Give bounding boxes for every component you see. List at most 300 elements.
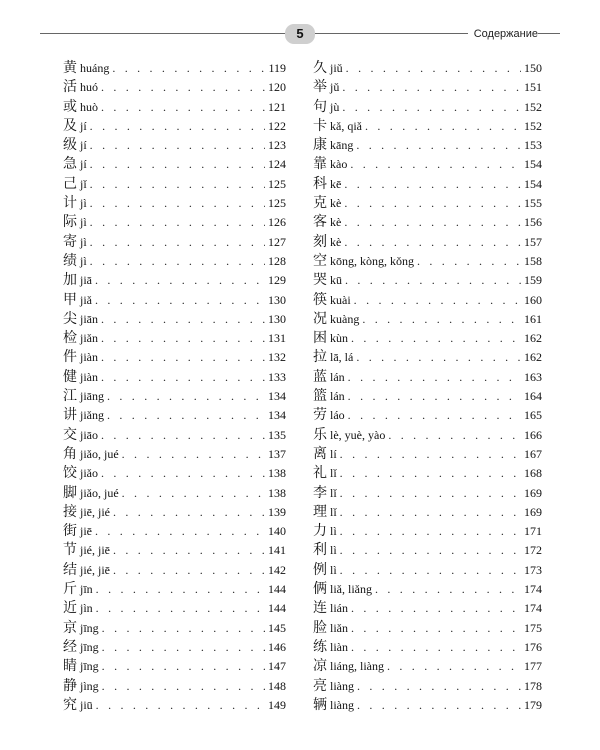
index-entry <box>313 98 542 117</box>
entry-hanzi: 客 <box>313 214 327 231</box>
entry-hanzi: 篮 <box>313 388 327 405</box>
dot-leader <box>340 464 521 483</box>
dot-leader <box>344 175 521 194</box>
dot-leader <box>344 233 521 252</box>
entry-hanzi: 检 <box>63 330 77 347</box>
entry-pinyin: lǐ <box>330 485 337 500</box>
entry-hanzi: 刻 <box>313 233 327 250</box>
entry-page-number: 148 <box>268 678 286 693</box>
entry-hanzi: 辆 <box>313 696 327 713</box>
dot-leader <box>348 387 521 406</box>
entry-hanzi: 俩 <box>313 581 327 598</box>
entry-hanzi: 哭 <box>313 272 327 289</box>
index-entry <box>63 194 286 213</box>
index-entry <box>63 387 286 406</box>
entry-page-number: 144 <box>268 601 286 616</box>
dot-leader <box>101 329 265 348</box>
entry-hanzi: 黄 <box>63 60 77 76</box>
index-entry <box>313 541 542 560</box>
entry-hanzi: 科 <box>313 175 327 192</box>
entry-page-number: 154 <box>524 157 542 172</box>
index-entry <box>313 580 542 599</box>
entry-page-number: 160 <box>524 292 542 307</box>
index-entry <box>313 213 542 232</box>
index-entry <box>63 580 286 599</box>
dot-leader <box>356 348 521 367</box>
entry-page-number: 168 <box>524 466 542 481</box>
entry-page-number: 131 <box>268 331 286 346</box>
entry-pinyin: lì <box>330 543 337 558</box>
page-number-badge: 5 <box>285 24 315 44</box>
entry-pinyin: jīng <box>80 639 99 654</box>
dot-leader <box>340 445 521 464</box>
dot-leader <box>101 426 265 445</box>
index-entry <box>63 155 286 174</box>
entry-pinyin: jǐ <box>80 176 87 191</box>
entry-hanzi: 际 <box>63 214 77 231</box>
entry-pinyin: jié, jiē <box>80 562 110 577</box>
index-entry <box>63 561 286 580</box>
entry-page-number: 130 <box>268 292 286 307</box>
index-entry <box>63 696 286 715</box>
entry-page-number: 173 <box>524 562 542 577</box>
entry-pinyin: liǎ, liǎng <box>330 582 372 597</box>
index-entry <box>313 368 542 387</box>
entry-page-number: 142 <box>268 562 286 577</box>
entry-pinyin: liǎn <box>330 620 348 635</box>
dot-leader <box>101 464 265 483</box>
entry-pinyin: kào <box>330 157 348 172</box>
entry-page-number: 178 <box>524 678 542 693</box>
dot-leader <box>365 117 521 136</box>
dot-leader <box>107 387 265 406</box>
entry-pinyin: kuài <box>330 292 351 307</box>
entry-hanzi: 角 <box>63 445 77 462</box>
entry-pinyin: liàng <box>330 678 354 693</box>
index-entry <box>313 406 542 425</box>
index-entry <box>313 175 542 194</box>
entry-pinyin: lì <box>330 524 337 539</box>
index-entry <box>63 291 286 310</box>
entry-page-number: 128 <box>268 253 286 268</box>
entry-page-number: 126 <box>268 215 286 230</box>
entry-page-number: 175 <box>524 620 542 635</box>
entry-pinyin: jiē <box>80 524 92 539</box>
entry-hanzi: 举 <box>313 79 327 96</box>
dot-leader <box>107 406 265 425</box>
dot-leader <box>101 310 265 329</box>
entry-page-number: 140 <box>268 524 286 539</box>
entry-page-number: 149 <box>268 697 286 712</box>
entry-pinyin: kè <box>330 196 342 211</box>
dot-leader <box>95 522 265 541</box>
entry-pinyin: jiàn <box>80 350 98 365</box>
index-entry <box>63 677 286 696</box>
entry-hanzi: 力 <box>313 523 327 540</box>
dot-leader <box>345 271 521 290</box>
index-entry <box>313 445 542 464</box>
dot-leader <box>90 136 265 155</box>
entry-page-number: 138 <box>268 466 286 481</box>
index-entry <box>313 329 542 348</box>
entry-pinyin: jiē, jié <box>80 504 110 519</box>
entry-pinyin: jì <box>80 253 87 268</box>
entry-pinyin: lì <box>330 562 337 577</box>
dot-leader <box>113 541 265 560</box>
entry-page-number: 137 <box>268 446 286 461</box>
entry-page-number: 130 <box>268 311 286 326</box>
entry-hanzi: 甲 <box>63 291 77 308</box>
index-entry <box>63 233 286 252</box>
entry-page-number: 132 <box>268 350 286 365</box>
index-column-left <box>63 59 286 715</box>
dot-leader <box>96 696 265 715</box>
entry-page-number: 151 <box>524 80 542 95</box>
entry-pinyin: jiāng <box>80 389 104 404</box>
dot-leader <box>356 136 521 155</box>
entry-pinyin: jīng <box>80 620 99 635</box>
entry-pinyin: kū <box>330 273 342 288</box>
entry-hanzi: 蓝 <box>313 368 327 385</box>
dot-leader <box>342 98 521 117</box>
entry-hanzi: 例 <box>313 561 327 578</box>
entry-pinyin: jiǎn <box>80 331 98 346</box>
entry-hanzi: 寄 <box>63 233 77 250</box>
dot-leader <box>101 98 265 117</box>
index-entry <box>63 271 286 290</box>
index-entry <box>313 78 542 97</box>
entry-page-number: 123 <box>268 138 286 153</box>
entry-hanzi: 脸 <box>313 619 327 636</box>
index-entry <box>63 175 286 194</box>
index-entry <box>313 291 542 310</box>
entry-page-number: 155 <box>524 196 542 211</box>
entry-pinyin: jí <box>80 118 87 133</box>
entry-hanzi: 静 <box>63 677 77 694</box>
entry-pinyin: jiā <box>80 273 92 288</box>
dot-leader <box>90 117 265 136</box>
entry-pinyin: kè <box>330 215 342 230</box>
entry-hanzi: 凉 <box>313 658 327 675</box>
entry-pinyin: kùn <box>330 331 348 346</box>
entry-page-number: 167 <box>524 446 542 461</box>
entry-page-number: 154 <box>524 176 542 191</box>
dot-leader <box>90 194 265 213</box>
index-entry <box>313 464 542 483</box>
entry-hanzi: 交 <box>63 426 77 443</box>
dot-leader <box>90 175 265 194</box>
dot-leader <box>95 271 265 290</box>
entry-page-number: 157 <box>524 234 542 249</box>
entry-page-number: 152 <box>524 99 542 114</box>
index-entry <box>313 155 542 174</box>
entry-pinyin: jiǎo, jué <box>80 446 119 461</box>
entry-hanzi: 脚 <box>63 484 77 501</box>
entry-pinyin: kōng, kòng, kǒng <box>330 253 414 268</box>
index-entry <box>63 522 286 541</box>
entry-hanzi: 节 <box>63 542 77 559</box>
index-entry <box>63 406 286 425</box>
entry-hanzi: 绩 <box>63 252 77 269</box>
entry-page-number: 129 <box>268 273 286 288</box>
entry-hanzi: 卡 <box>313 117 327 134</box>
entry-page-number: 162 <box>524 331 542 346</box>
dot-leader <box>375 580 521 599</box>
entry-pinyin: láo <box>330 408 345 423</box>
entry-hanzi: 练 <box>313 638 327 655</box>
entry-pinyin: jié, jiē <box>80 543 110 558</box>
entry-pinyin: jí <box>80 138 87 153</box>
entry-page-number: 177 <box>524 659 542 674</box>
index-entry <box>63 213 286 232</box>
entry-pinyin: kuàng <box>330 311 360 326</box>
entry-hanzi: 亮 <box>313 677 327 694</box>
entry-page-number: 150 <box>524 61 542 75</box>
entry-hanzi: 句 <box>313 98 327 115</box>
entry-page-number: 152 <box>524 118 542 133</box>
entry-hanzi: 江 <box>63 388 77 405</box>
entry-page-number: 158 <box>524 253 542 268</box>
entry-hanzi: 讲 <box>63 407 77 424</box>
dot-leader <box>346 59 521 78</box>
entry-pinyin: jìng <box>80 678 99 693</box>
dot-leader <box>102 638 265 657</box>
entry-pinyin: jì <box>80 234 87 249</box>
entry-hanzi: 乐 <box>313 426 327 443</box>
entry-page-number: 159 <box>524 273 542 288</box>
entry-page-number: 127 <box>268 234 286 249</box>
entry-pinyin: kāng <box>330 138 354 153</box>
entry-pinyin: jīn <box>80 582 93 597</box>
dot-leader <box>344 194 521 213</box>
index-entry <box>63 426 286 445</box>
entry-hanzi: 究 <box>63 696 77 713</box>
entry-hanzi: 睛 <box>63 658 77 675</box>
entry-hanzi: 及 <box>63 117 77 134</box>
entry-page-number: 162 <box>524 350 542 365</box>
dot-leader <box>101 348 265 367</box>
dot-leader <box>101 368 265 387</box>
page-header <box>0 26 600 42</box>
entry-pinyin: jiāo <box>80 427 98 442</box>
dot-leader <box>342 78 521 97</box>
entry-page-number: 179 <box>524 697 542 712</box>
dot-leader <box>112 59 265 78</box>
entry-page-number: 135 <box>268 427 286 442</box>
index-entry <box>63 136 286 155</box>
dot-leader <box>348 406 521 425</box>
entry-pinyin: jǔ <box>330 80 340 95</box>
entry-hanzi: 街 <box>63 523 77 540</box>
index-entry <box>63 117 286 136</box>
entry-hanzi: 离 <box>313 445 327 462</box>
index-entry <box>313 194 542 213</box>
entry-hanzi: 近 <box>63 600 77 617</box>
dot-leader <box>113 503 265 522</box>
entry-pinyin: lán <box>330 369 345 384</box>
entry-page-number: 169 <box>524 504 542 519</box>
entry-pinyin: lán <box>330 389 345 404</box>
entry-hanzi: 急 <box>63 156 77 173</box>
entry-page-number: 134 <box>268 408 286 423</box>
entry-page-number: 133 <box>268 369 286 384</box>
index-entry <box>63 368 286 387</box>
entry-pinyin: lǐ <box>330 504 337 519</box>
index-entry <box>63 619 286 638</box>
dot-leader <box>90 155 265 174</box>
entry-pinyin: lè, yuè, yào <box>330 427 386 442</box>
dot-leader <box>344 213 521 232</box>
entry-pinyin: lǐ <box>330 466 337 481</box>
dot-leader <box>348 368 521 387</box>
index-entry <box>313 503 542 522</box>
entry-pinyin: lā, lá <box>330 350 354 365</box>
entry-hanzi: 连 <box>313 600 327 617</box>
entry-hanzi: 克 <box>313 195 327 212</box>
entry-hanzi: 靠 <box>313 156 327 173</box>
entry-hanzi: 利 <box>313 542 327 559</box>
dot-leader <box>354 291 521 310</box>
dot-leader <box>357 677 521 696</box>
index-entry <box>313 677 542 696</box>
entry-hanzi: 况 <box>313 310 327 327</box>
index-entry <box>313 522 542 541</box>
entry-pinyin: liáng, liàng <box>330 659 384 674</box>
dot-leader <box>95 291 265 310</box>
entry-page-number: 139 <box>268 504 286 519</box>
index-entry <box>63 638 286 657</box>
entry-page-number: 169 <box>524 485 542 500</box>
entry-page-number: 163 <box>524 369 542 384</box>
entry-page-number: 166 <box>524 427 542 442</box>
index-entry <box>313 426 542 445</box>
dot-leader <box>96 599 265 618</box>
dot-leader <box>90 213 265 232</box>
entry-hanzi: 件 <box>63 349 77 366</box>
entry-page-number: 164 <box>524 389 542 404</box>
entry-pinyin: liàng <box>330 697 354 712</box>
entry-hanzi: 康 <box>313 137 327 154</box>
entry-hanzi: 或 <box>63 98 77 115</box>
entry-pinyin: kǎ, qiǎ <box>330 118 362 133</box>
entry-page-number: 153 <box>524 138 542 153</box>
entry-pinyin: jiū <box>80 697 93 712</box>
index-entry <box>63 329 286 348</box>
index-entry <box>313 696 542 715</box>
dot-leader <box>102 657 265 676</box>
index-entry <box>313 117 542 136</box>
entry-page-number: 120 <box>268 80 286 95</box>
entry-pinyin: jiàn <box>80 369 98 384</box>
dot-leader <box>102 619 265 638</box>
index-entry <box>63 78 286 97</box>
index-entry <box>313 348 542 367</box>
entry-pinyin: jì <box>80 196 87 211</box>
dot-leader <box>340 561 521 580</box>
index-entry <box>63 252 286 271</box>
dot-leader <box>113 561 265 580</box>
dot-leader <box>340 484 521 503</box>
section-title: Содержание <box>468 26 538 42</box>
entry-hanzi: 级 <box>63 137 77 154</box>
entry-pinyin: huó <box>80 80 98 95</box>
index-entry <box>313 136 542 155</box>
entry-page-number: 144 <box>268 582 286 597</box>
index-entry <box>313 59 542 78</box>
index-entry <box>313 310 542 329</box>
entry-page-number: 119 <box>268 61 286 75</box>
entry-pinyin: jiǎo, jué <box>80 485 119 500</box>
dot-leader <box>340 503 521 522</box>
entry-hanzi: 拉 <box>313 349 327 366</box>
entry-page-number: 122 <box>268 118 286 133</box>
index-entry <box>63 541 286 560</box>
dot-leader <box>350 155 521 174</box>
entry-page-number: 161 <box>524 311 542 326</box>
index-entry <box>63 503 286 522</box>
entry-hanzi: 饺 <box>63 465 77 482</box>
dot-leader <box>387 657 521 676</box>
index-column-right <box>313 59 542 715</box>
entry-pinyin: huò <box>80 99 98 114</box>
entry-pinyin: jiǎ <box>80 292 92 307</box>
entry-page-number: 124 <box>268 157 286 172</box>
dot-leader <box>388 426 521 445</box>
index-entry <box>63 464 286 483</box>
entry-hanzi: 京 <box>63 619 77 636</box>
entry-pinyin: jìn <box>80 601 93 616</box>
dot-leader <box>96 580 265 599</box>
entry-page-number: 174 <box>524 582 542 597</box>
entry-hanzi: 李 <box>313 484 327 501</box>
dot-leader <box>90 252 265 271</box>
dot-leader <box>340 541 521 560</box>
entry-pinyin: kē <box>330 176 342 191</box>
index-entry <box>63 445 286 464</box>
entry-hanzi: 健 <box>63 368 77 385</box>
entry-hanzi: 空 <box>313 252 327 269</box>
index-entry <box>63 657 286 676</box>
dot-leader <box>122 445 265 464</box>
entry-hanzi: 久 <box>313 60 327 76</box>
entry-page-number: 121 <box>268 99 286 114</box>
entry-page-number: 165 <box>524 408 542 423</box>
entry-hanzi: 筷 <box>313 291 327 308</box>
entry-page-number: 125 <box>268 176 286 191</box>
index-entry <box>63 348 286 367</box>
entry-hanzi: 理 <box>313 503 327 520</box>
entry-hanzi: 困 <box>313 330 327 347</box>
entry-pinyin: liàn <box>330 639 348 654</box>
index-entry <box>63 599 286 618</box>
index-entry <box>63 310 286 329</box>
dot-leader <box>90 233 265 252</box>
entry-pinyin: jù <box>330 99 340 114</box>
index-entry <box>313 252 542 271</box>
index-entry <box>313 484 542 503</box>
index-entry <box>313 619 542 638</box>
index-entry <box>63 59 286 78</box>
dot-leader <box>102 677 265 696</box>
dot-leader <box>417 252 521 271</box>
entry-page-number: 156 <box>524 215 542 230</box>
entry-page-number: 171 <box>524 524 542 539</box>
dot-leader <box>101 78 265 97</box>
entry-pinyin: huáng <box>80 61 110 75</box>
entry-page-number: 134 <box>268 389 286 404</box>
entry-pinyin: jīng <box>80 659 99 674</box>
dot-leader <box>351 638 521 657</box>
